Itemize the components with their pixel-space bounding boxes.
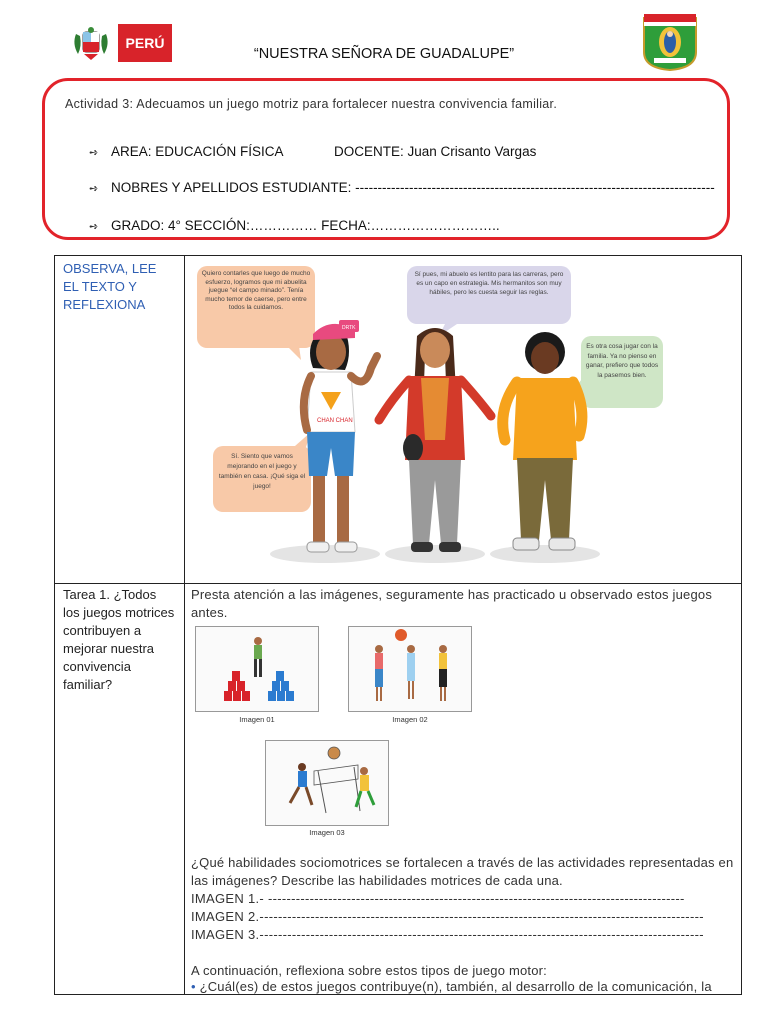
bubble-2-text: Sí pues, mi abuelo es lentito para las carreras, pero es un capo en estrategia. Mis hermanitos son muy hábiles, pero les cuesta seguir las reglas. <box>414 271 564 296</box>
row-divider <box>55 583 741 584</box>
game-image-1 <box>195 626 319 712</box>
bubble-1-text: Quiero contarles que luego de mucho esfuerzo, logramos que mi abuelita juegue “el campo minado”. Tenía mucho temor de caerse, pero entre todos la cuidamos. <box>201 270 311 312</box>
speech-bubble-2 <box>407 266 571 336</box>
reflect-bullet-text: ¿Cuál(es) de estos juegos contribuye(n), también, al desarrollo de la comunicación, la <box>199 979 712 994</box>
bubble-4-text: Sí. Siento que vamos mejorando en el juego y también en casa. ¡Qué siga el juego! <box>218 453 306 490</box>
docente-label: DOCENTE: Juan Crisanto Vargas <box>334 144 537 159</box>
arrow-bullet-icon: ➺ <box>89 183 99 195</box>
image-caption-3: Imagen 03 <box>309 828 345 837</box>
school-crest-icon <box>642 12 698 72</box>
cup-stacking-icon <box>196 627 318 711</box>
kids-illustration <box>195 260 685 570</box>
image-caption-1: Imagen 01 <box>239 715 275 724</box>
game-image-3 <box>265 740 389 826</box>
peru-logo: PERÚ <box>118 24 172 62</box>
task1-question: ¿Qué habilidades sociomotrices se fortalecen a través de las actividades representadas en las imágenes? Describe las habilidades motrices de cada una. <box>191 855 734 888</box>
ball-passing-icon <box>349 627 471 711</box>
image-answer-lines <box>191 890 739 944</box>
grade-row <box>89 218 500 233</box>
column-divider <box>184 256 185 994</box>
arrow-bullet-icon: ➺ <box>89 147 99 159</box>
girl-with-cap-figure <box>304 320 377 552</box>
activity-title: Actividad 3: Adecuamos un juego motriz para fortalecer nuestra convivencia familiar. <box>65 97 558 111</box>
volleyball-icon <box>266 741 388 825</box>
area-row <box>89 144 537 159</box>
image-caption-2: Imagen 02 <box>392 715 428 724</box>
activity-table <box>54 255 742 995</box>
reflect-instruction: A continuación, reflexiona sobre estos tipos de juego motor: <box>191 963 547 978</box>
activity-info-box <box>42 78 730 240</box>
image1-answer-line: IMAGEN 1.- ------------------------------------------------------------------------------------------ <box>191 891 685 906</box>
grade-section-date-label: GRADO: 4° SECCIÓN:…………… FECHA:……………………….. <box>111 218 500 233</box>
image2-answer-line: IMAGEN 2.------------------------------------------------------------------------------------------------ <box>191 909 704 924</box>
boy-yellow-hoodie-figure <box>503 332 582 550</box>
task1-label: Tarea 1. ¿Todos los juegos motrices contribuyen a mejorar nuestra convivencia familiar? <box>63 587 175 692</box>
bullet-dot-icon: • <box>191 979 200 994</box>
student-name-label: NOBRES Y APELLIDOS ESTUDIANTE: -------------------------------------------------------------------------------- <box>111 180 715 195</box>
observe-title: OBSERVA, LEE EL TEXTO Y REFLEXIONA <box>63 261 157 312</box>
shirt-text: CHAN CHAN <box>317 418 353 424</box>
game-image-2 <box>348 626 472 712</box>
school-title: “NUESTRA SEÑORA DE GUADALUPE” <box>253 46 515 62</box>
task1-intro: Presta atención a las imágenes, seguramente has practicado u observado estos juegos antes. <box>191 587 713 620</box>
area-label: AREA: EDUCACIÓN FÍSICA <box>111 144 284 159</box>
girl-with-braids-figure <box>379 328 491 552</box>
cap-text: DRTK <box>342 325 356 331</box>
arrow-bullet-icon: ➺ <box>89 221 99 233</box>
document-header <box>0 0 768 80</box>
image3-answer-line: IMAGEN 3.------------------------------------------------------------------------------------------------ <box>191 927 704 942</box>
speech-bubble-4 <box>213 432 311 512</box>
bubble-3-text: Es otra cosa jugar con la familia. Ya no pienso en ganar, prefiero que todos la pasemos bien. <box>585 343 659 379</box>
student-name-row <box>89 180 715 195</box>
reflect-bullet-question <box>191 978 739 996</box>
speech-bubble-1 <box>197 266 315 360</box>
